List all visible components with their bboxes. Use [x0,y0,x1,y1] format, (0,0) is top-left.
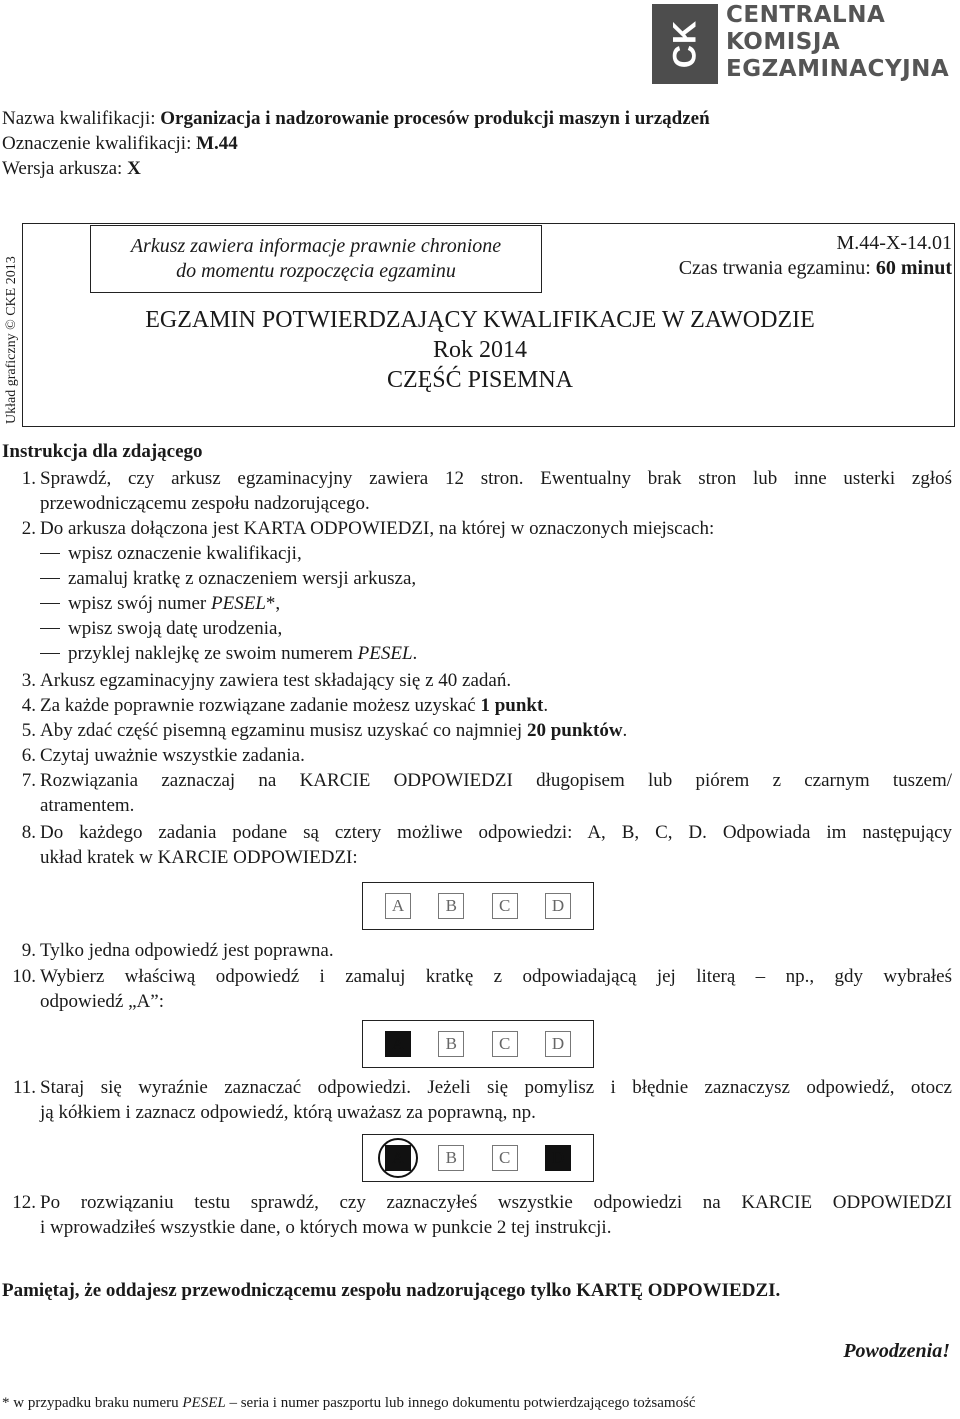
cke-logo-text [726,2,949,83]
sheet-code: M.44-X-14.01 [836,232,952,254]
item-number: 2. [21,518,36,539]
item-number: 6. [21,745,36,766]
confidential-box [90,225,542,293]
dash-bullet [40,553,60,554]
answer-cell-d: D [545,1031,571,1057]
sub-item-1: wpisz oznaczenie kwalifikacji, [68,543,302,564]
instruction-7-line-1: Rozwiązania zaznaczaj na KARCIE ODPOWIEDZI długopisem lub piórem z czarnym tuszem/ [40,770,952,791]
instruction-7-line-2: atramentem. [40,795,135,816]
answer-grid-example [362,882,594,930]
reminder: Pamiętaj, że oddajesz przewodniczącemu zespołu nadzorującego tylko KARTĘ ODPOWIEDZI. [2,1280,781,1301]
instruction-5: Aby zdać część pisemną egzaminu musisz uzyskać co najmniej 20 punktów. [40,720,628,741]
good-luck: Powodzenia! [843,1340,950,1362]
sub-item-2: zamaluj kratkę z oznaczeniem wersji arkusza, [68,568,417,589]
cke-logo [652,2,958,86]
answer-cell-d-filled: D [545,1145,571,1171]
answer-cell-a-filled: A [385,1031,411,1057]
instruction-9: Tylko jedna odpowiedź jest poprawna. [40,940,334,961]
dash-bullet [40,603,60,604]
cke-logo-mark: CK [652,4,718,84]
instruction-6: Czytaj uważnie wszystkie zadania. [40,745,305,766]
answer-cell-a-circled: A [385,1145,411,1171]
answer-cell-d: D [545,893,571,919]
confidential-line-2: do momentu rozpoczęcia egzaminu [176,260,456,282]
instruction-12-line-2: i wprowadziłeś wszystkie dane, o których mowa w punkcie 2 tej instrukcji. [40,1217,612,1238]
instruction-2: Do arkusza dołączona jest KARTA ODPOWIEDZI, na której w oznaczonych miejscach: [40,518,715,539]
instruction-1-line-2: przewodniczącemu zespołu nadzorującego. [40,493,370,514]
logo-line-1: CENTRALNA [726,2,886,28]
instruction-1-line-1: Sprawdź, czy arkusz egzaminacyjny zawiera 12 stron. Ewentualny brak stron lub inne usterki zgłoś [40,468,952,489]
sub-item-3: wpisz swój numer PESEL*, [68,593,281,614]
instruction-12-line-1: Po rozwiązaniu testu sprawdź, czy zaznaczyłeś wszystkie odpowiedzi na KARCIE ODPOWIEDZI [40,1192,952,1213]
exam-title: EGZAMIN POTWIERDZAJĄCY KWALIFIKACJE W ZAWODZIE [145,307,815,333]
exam-duration: Czas trwania egzaminu: 60 minut [678,257,952,279]
instruction-11-line-1: Staraj się wyraźnie zaznaczać odpowiedzi. Jeżeli się pomylisz i błędnie zaznaczysz odpowiedź, otocz [40,1077,952,1098]
item-number: 4. [21,695,36,716]
dash-bullet [40,578,60,579]
instructions-heading: Instrukcja dla zdającego [2,441,203,462]
sheet-version: Wersja arkusza: X [2,158,141,179]
logo-line-3: EGZAMINACYJNA [726,56,950,82]
answer-cell-c: C [492,1031,518,1057]
answer-grid-filled-example [362,1020,594,1068]
sheet-code-block [679,231,952,281]
qualification-code: Oznaczenie kwalifikacji: M.44 [2,133,238,154]
answer-cell-b: B [438,893,464,919]
answer-cell-c: C [492,1145,518,1171]
answer-cell-c: C [492,893,518,919]
copyright-vertical: Układ graficzny © CKE 2013 [4,256,19,424]
item-number: 7. [21,770,36,791]
item-number: 3. [21,670,36,691]
footnote: * w przypadku braku numeru PESEL – seria i numer paszportu lub innego dokumentu potwierdzającego tożsamość [2,1395,696,1411]
dash-bullet [40,653,60,654]
instruction-11-line-2: ją kółkiem i zaznacz odpowiedź, którą uważasz za poprawną, np. [40,1102,536,1123]
instruction-10-line-2: odpowiedź „A”: [40,991,164,1012]
sub-item-4: wpisz swoją datę urodzenia, [68,618,283,639]
item-number: 10. [12,966,36,987]
exam-year: Rok 2014 [432,337,527,363]
item-number: 12. [12,1192,36,1213]
answer-cell-a: A [385,893,411,919]
dash-bullet [40,628,60,629]
exam-part: CZĘŚĆ PISEMNA [386,367,574,393]
item-number: 5. [21,720,36,741]
instruction-8-line-2: układ kratek w KARCIE ODPOWIEDZI: [40,847,358,868]
qualification-name: Nazwa kwalifikacji: Organizacja i nadzorowanie procesów produkcji maszyn i urządzeń [2,108,710,129]
instruction-4: Za każde poprawnie rozwiązane zadanie możesz uzyskać 1 punkt. [40,695,549,716]
item-number: 11. [12,1077,36,1098]
sub-item-5: przyklej naklejkę ze swoim numerem PESEL. [68,643,418,664]
instruction-3: Arkusz egzaminacyjny zawiera test składający się z 40 zadań. [40,670,512,691]
item-number: 9. [21,940,36,961]
instruction-8-line-1: Do każdego zadania podane są cztery możliwe odpowiedzi: A, B, C, D. Odpowiada im następujący [40,822,952,843]
confidential-line-1: Arkusz zawiera informacje prawnie chronione [130,235,502,257]
correction-circle [378,1138,418,1178]
answer-cell-b: B [438,1031,464,1057]
answer-cell-b: B [438,1145,464,1171]
answer-grid-correction-example [362,1134,594,1182]
item-number: 8. [21,822,36,843]
item-number: 1. [21,468,36,489]
instruction-10-line-1: Wybierz właściwą odpowiedź i zamaluj kratkę z odpowiadającą jej literą – np., gdy wybrałeś [40,966,952,987]
logo-line-2: KOMISJA [726,29,841,55]
